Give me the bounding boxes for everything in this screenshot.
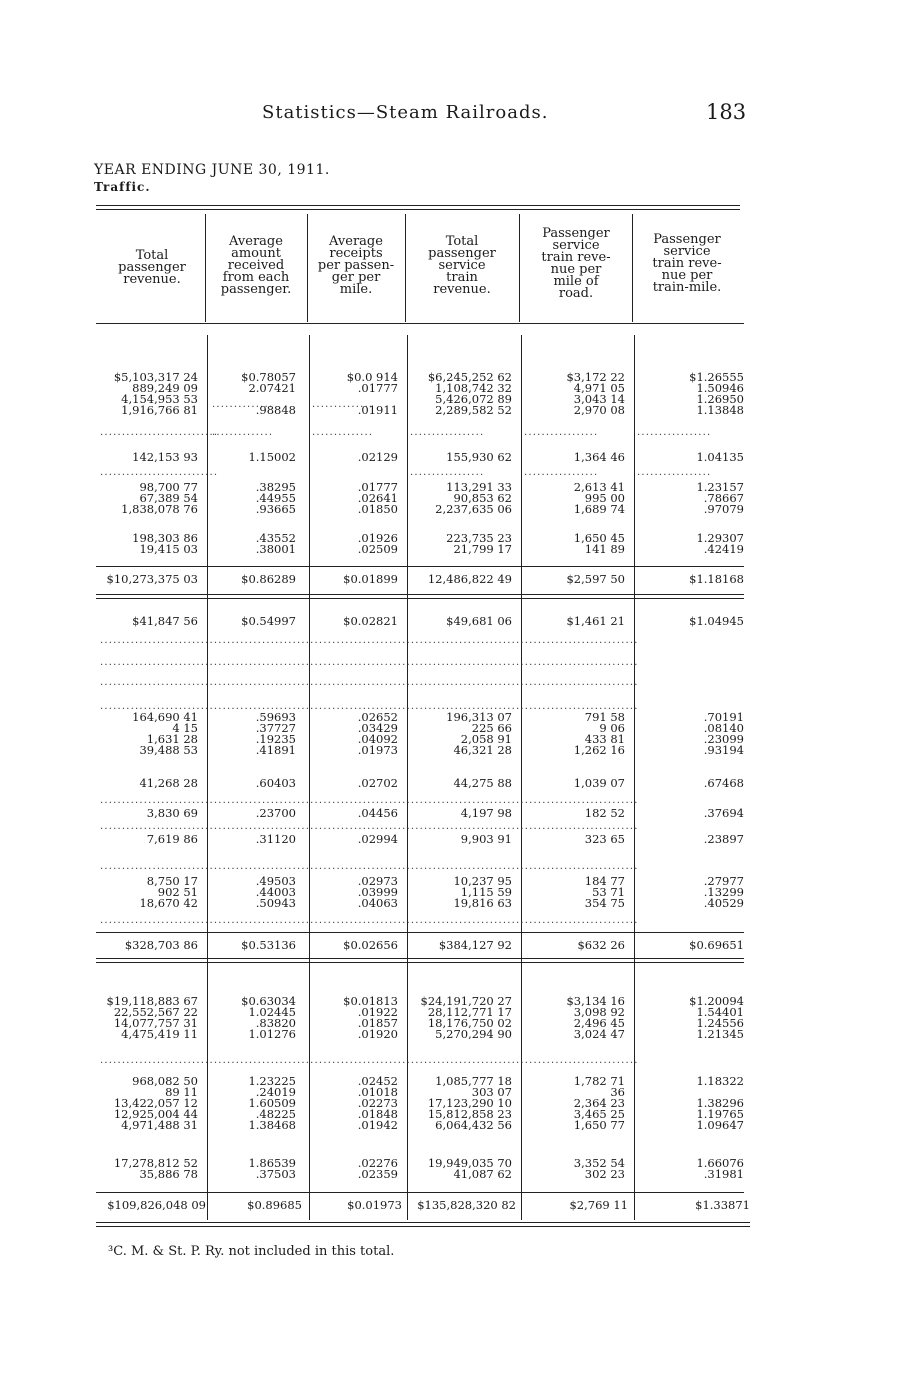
table-cell: 4,197 98 [460, 806, 512, 820]
table-cell: $1.26555 1.50946 1.26950 1.13848 [689, 370, 744, 417]
table-cell: 323 65 [584, 832, 625, 846]
table-cell: 3,352 54 302 23 [573, 1156, 625, 1181]
table-top-rule [96, 209, 740, 210]
section-label: Traffic. [94, 180, 151, 194]
column-header-revenue-per-mile-of-road: Passenger service train reve- nue per mile of road. [541, 226, 611, 301]
table-total-cell: $0.86289 [241, 572, 296, 586]
table-cell: 196,313 07 225 66 2,058 91 46,321 28 [446, 710, 512, 757]
table-cell: 1.23157 .78667 .97079 [696, 480, 744, 516]
table-cell: $49,681 06 [446, 614, 512, 628]
dot-leader: ................. [410, 427, 485, 438]
table-cell: $0.0 914 .01777 .01911 [346, 370, 398, 417]
table-cell: 1.29307 .42419 [696, 531, 744, 556]
table-cell: .02276 .02359 [357, 1156, 398, 1181]
dot-leader: ................. [637, 427, 712, 438]
dot-leader: ................. [410, 467, 485, 478]
table-cell: 1.04135 [696, 450, 744, 464]
table-bottom-rule [96, 1226, 750, 1227]
page-number: 183 [706, 100, 747, 124]
table-cell: .23700 [255, 806, 296, 820]
table-cell: .31120 [255, 832, 296, 846]
group-rule [96, 958, 744, 959]
table-cell: .49503 .44003 .50943 [255, 874, 296, 910]
table-cell: 41,268 28 [139, 776, 198, 790]
table-cell: $41,847 56 [132, 614, 198, 628]
table-cell: .02994 [357, 832, 398, 846]
dot-leader: ........................................................................................................................... [100, 1055, 639, 1066]
table-cell: $3,134 16 3,098 92 2,496 45 3,024 47 [566, 994, 625, 1041]
table-cell: 113,291 33 90,853 62 2,237,635 06 [435, 480, 512, 516]
table-cell: 1,085,777 18 303 07 17,123,290 10 15,812,858 23 6,064,432 56 [427, 1074, 512, 1132]
table-bottom-rule [96, 1222, 750, 1223]
table-cell: 184 77 53 71 354 75 [584, 874, 625, 910]
column-header-revenue-per-train-mile: Passenger service train reve- nue per train-mile. [652, 232, 722, 295]
dot-leader: ........................... [100, 427, 219, 438]
table-cell: 223,735 23 21,799 17 [446, 531, 512, 556]
table-cell: $1.04945 [689, 614, 744, 628]
table-cell: $6,245,252 62 1,108,742 32 5,426,072 89 2,289,582 52 [427, 370, 512, 417]
table-cell: 17,278,812 52 35,886 78 [113, 1156, 198, 1181]
dot-leader: .............. [212, 399, 274, 410]
table-cell: 2,613 41 995 00 1,689 74 [573, 480, 625, 516]
column-header-average-amount-received: Average amount received from each passenger. [220, 234, 292, 297]
table-cell: 1.18322 1.38296 1.19765 1.09647 [696, 1074, 744, 1132]
table-cell: 198,303 86 19,415 03 [132, 531, 198, 556]
table-cell: 1,039 07 [573, 776, 625, 790]
column-divider [205, 214, 206, 322]
table-total-cell: $109,826,048 09 [107, 1198, 206, 1212]
table-total-cell: $135,828,320 82 [417, 1198, 516, 1212]
table-total-cell: $0.02656 [343, 938, 398, 952]
table-cell: $19,118,883 67 22,552,567 22 14,077,757 31 4,475,419 11 [106, 994, 198, 1041]
column-divider [307, 214, 308, 322]
table-total-cell: $2,769 11 [569, 1198, 628, 1212]
table-cell: $1.20094 1.54401 1.24556 1.21345 [689, 994, 744, 1041]
table-total-cell: $10,273,375 03 [106, 572, 198, 586]
table-cell: 19,949,035 70 41,087 62 [427, 1156, 512, 1181]
dot-leader: ........................................................................................................................... [100, 701, 639, 712]
table-cell: .02452 .01018 .02273 .01848 .01942 [357, 1074, 398, 1132]
dot-leader: ........................................................................................................................... [100, 657, 639, 668]
table-cell: .23897 [703, 832, 744, 846]
table-cell: 1.23225 .24019 1.60509 .48225 1.38468 [248, 1074, 296, 1132]
table-cell: .01777 .02641 .01850 [357, 480, 398, 516]
table-cell: 44,275 88 [453, 776, 512, 790]
table-cell: .37694 [703, 806, 744, 820]
column-divider [632, 214, 633, 322]
column-divider [519, 214, 520, 322]
dot-leader: ................. [524, 427, 599, 438]
table-cell: 968,082 50 89 11 13,422,057 12 12,925,004 44 4,971,488 31 [113, 1074, 198, 1132]
table-cell: $5,103,317 24 889,249 09 4,154,953 53 1,916,766 81 [113, 370, 198, 417]
dot-leader: ........................................................................................................................... [100, 635, 639, 646]
table-cell: 155,930 62 [446, 450, 512, 464]
table-total-cell: $2,597 50 [566, 572, 625, 586]
table-cell: .02129 [357, 450, 398, 464]
subtotal-rule [96, 566, 744, 567]
table-total-cell: $1.18168 [689, 572, 744, 586]
footnote: ³C. M. & St. P. Ry. not included in this total. [108, 1244, 395, 1259]
table-cell: $0.54997 [241, 614, 296, 628]
table-cell: 164,690 41 4 15 1,631 28 39,488 53 [132, 710, 198, 757]
dot-leader: ........................................................................................................................... [100, 795, 639, 806]
table-cell: 7,619 86 [146, 832, 198, 846]
dot-leader: ................. [524, 467, 599, 478]
table-cell: .60403 [255, 776, 296, 790]
column-header-total-passenger-revenue: Total passenger revenue. [118, 248, 186, 287]
table-cell: .02702 [357, 776, 398, 790]
table-total-cell: $0.69651 [689, 938, 744, 952]
group-rule [96, 598, 744, 599]
table-cell: 182 52 [584, 806, 625, 820]
table-total-cell: $0.89685 [247, 1198, 302, 1212]
header-bottom-rule [96, 323, 744, 324]
column-header-average-receipts-per-mile: Average receipts per passen- ger per mile. [317, 234, 395, 297]
table-cell: .38295 .44955 .93665 [255, 480, 296, 516]
table-total-cell: $1.33871 [695, 1198, 750, 1212]
table-cell: 1.15002 [248, 450, 296, 464]
table-cell: 98,700 77 67,389 54 1,838,078 76 [121, 480, 198, 516]
table-cell: 8,750 17 902 51 18,670 42 [139, 874, 198, 910]
table-cell: $3,172 22 4,971 05 3,043 14 2,970 08 [566, 370, 625, 417]
table-cell: 9,903 91 [460, 832, 512, 846]
table-cell: $1,461 21 [566, 614, 625, 628]
table-total-cell: $0.01973 [347, 1198, 402, 1212]
dot-leader: .............. [312, 399, 374, 410]
table-year-caption: YEAR ENDING JUNE 30, 1911. [94, 162, 330, 178]
dot-leader: ........................................................................................................................... [100, 821, 639, 832]
table-cell: .67468 [703, 776, 744, 790]
table-cell: $0.63034 1.02445 .83820 1.01276 [241, 994, 296, 1041]
table-cell: 1,364 46 [573, 450, 625, 464]
column-divider [634, 335, 635, 1220]
dot-leader: ........................... [100, 467, 219, 478]
column-divider [405, 214, 406, 322]
table-cell: 1,782 71 36 2,364 23 3,465 25 1,650 77 [573, 1074, 625, 1132]
group-rule [96, 594, 744, 595]
table-total-cell: $632 26 [577, 938, 625, 952]
subtotal-rule [96, 932, 744, 933]
table-cell: 1.86539 .37503 [248, 1156, 296, 1181]
dot-leader: .............. [312, 427, 374, 438]
table-cell: $24,191,720 27 28,112,771 17 18,176,750 02 5,270,294 90 [420, 994, 512, 1041]
dot-leader: .............. [212, 427, 274, 438]
table-cell: .02652 .03429 .04092 .01973 [357, 710, 398, 757]
dot-leader: ................. [637, 467, 712, 478]
running-head-title: Statistics—Steam Railroads. [262, 102, 549, 123]
column-header-total-train-revenue: Total passenger service train revenue. [428, 234, 496, 297]
column-divider [309, 335, 310, 1220]
table-cell: 1,650 45 141 89 [573, 531, 625, 556]
table-total-cell: $384,127 92 [438, 938, 512, 952]
table-total-cell: $328,703 86 [124, 938, 198, 952]
dot-leader: ........................................................................................................................... [100, 861, 639, 872]
subtotal-rule [96, 1192, 744, 1193]
table-cell: $0.01813 .01922 .01857 .01920 [343, 994, 398, 1041]
table-cell: .01926 .02509 [357, 531, 398, 556]
table-total-cell: 12,486,822 49 [427, 572, 512, 586]
table-top-rule [96, 205, 740, 206]
dot-leader: ........................................................................................................................... [100, 677, 639, 688]
column-divider [521, 335, 522, 1220]
table-cell: 142,153 93 [132, 450, 198, 464]
table-cell: 3,830 69 [146, 806, 198, 820]
table-cell: .27977 .13299 .40529 [703, 874, 744, 910]
dot-leader: ........................................................................................................................... [100, 915, 639, 926]
table-cell: 791 58 9 06 433 81 1,262 16 [573, 710, 625, 757]
table-cell: .43552 .38001 [255, 531, 296, 556]
table-cell: .04456 [357, 806, 398, 820]
table-total-cell: $0.53136 [241, 938, 296, 952]
table-cell: 1.66076 .31981 [696, 1156, 744, 1181]
column-divider [407, 335, 408, 1220]
table-cell: $0.02821 [343, 614, 398, 628]
table-cell: .70191 .08140 .23099 .93194 [703, 710, 744, 757]
group-rule [96, 962, 744, 963]
table-cell: 10,237 95 1,115 59 19,816 63 [453, 874, 512, 910]
table-cell: .59693 .37727 .19235 .41891 [255, 710, 296, 757]
table-total-cell: $0.01899 [343, 572, 398, 586]
table-cell: .02973 .03999 .04063 [357, 874, 398, 910]
table-cell: $0.78057 2.07421 .98848 [241, 370, 296, 417]
